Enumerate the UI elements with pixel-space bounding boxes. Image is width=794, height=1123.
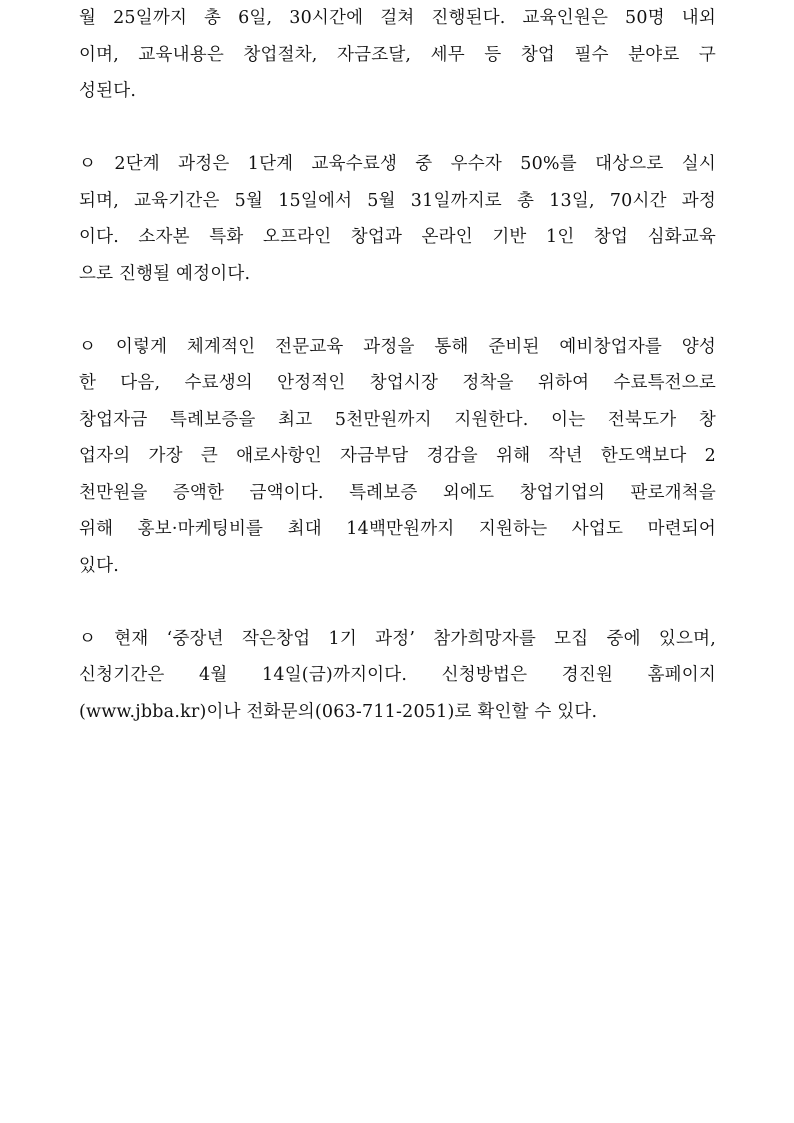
text-line: 으로 진행될 예정이다. [79, 263, 251, 284]
text-line: 업자의 가장 큰 애로사항인 자금부담 경감을 위해 작년 한도액보다 2 [79, 446, 716, 466]
text-line: 되며, 교육기간은 5월 15일에서 5월 31일까지로 총 13일, 70시간 과정 [79, 190, 716, 211]
paragraph-spacer [79, 110, 716, 147]
text-line: 한 다음, 수료생의 안정적인 창업시장 정착을 위하여 수료특전으로 [79, 373, 716, 393]
text-line: 신청기간은 4월 14일(금)까지이다. 신청방법은 경진원 홈페이지 [79, 665, 716, 685]
paragraph-startup-funding [79, 329, 716, 585]
text-line: 성된다. [79, 81, 137, 101]
text-line: 이며, 교육내용은 창업절차, 자금조달, 세무 등 창업 필수 분야로 구 [79, 44, 716, 65]
paragraph-spacer [79, 292, 716, 329]
document-body [79, 0, 716, 730]
paragraph-education-stage-2 [79, 146, 716, 292]
text-line: 창업자금 특례보증을 최고 5천만원까지 지원한다. 이는 전북도가 창 [79, 409, 716, 430]
text-line: 있다. [79, 555, 119, 576]
text-line: ㅇ 이렇게 체계적인 전문교육 과정을 통해 준비된 예비창업자를 양성 [79, 336, 716, 357]
paragraph-education-stage-1 [79, 0, 716, 110]
text-line: (www.jbba.kr)이나 전화문의(063-711-2051)로 확인할 수 있다. [79, 701, 598, 722]
paragraph-spacer [79, 584, 716, 621]
text-line: 이다. 소자본 특화 오프라인 창업과 온라인 기반 1인 창업 심화교육 [79, 227, 716, 247]
paragraph-application-info [79, 621, 716, 731]
text-line: 월 25일까지 총 6일, 30시간에 걸쳐 진행된다. 교육인원은 50명 내외 [79, 8, 716, 28]
text-line: ㅇ 현재 ‘중장년 작은창업 1기 과정’ 참가희망자를 모집 중에 있으며, [79, 628, 716, 649]
text-line: ㅇ 2단계 과정은 1단계 교육수료생 중 우수자 50%를 대상으로 실시 [79, 154, 716, 174]
text-line: 위해 홍보·마케팅비를 최대 14백만원까지 지원하는 사업도 마련되어 [79, 519, 716, 539]
text-line: 천만원을 증액한 금액이다. 특례보증 외에도 창업기업의 판로개척을 [79, 482, 716, 503]
